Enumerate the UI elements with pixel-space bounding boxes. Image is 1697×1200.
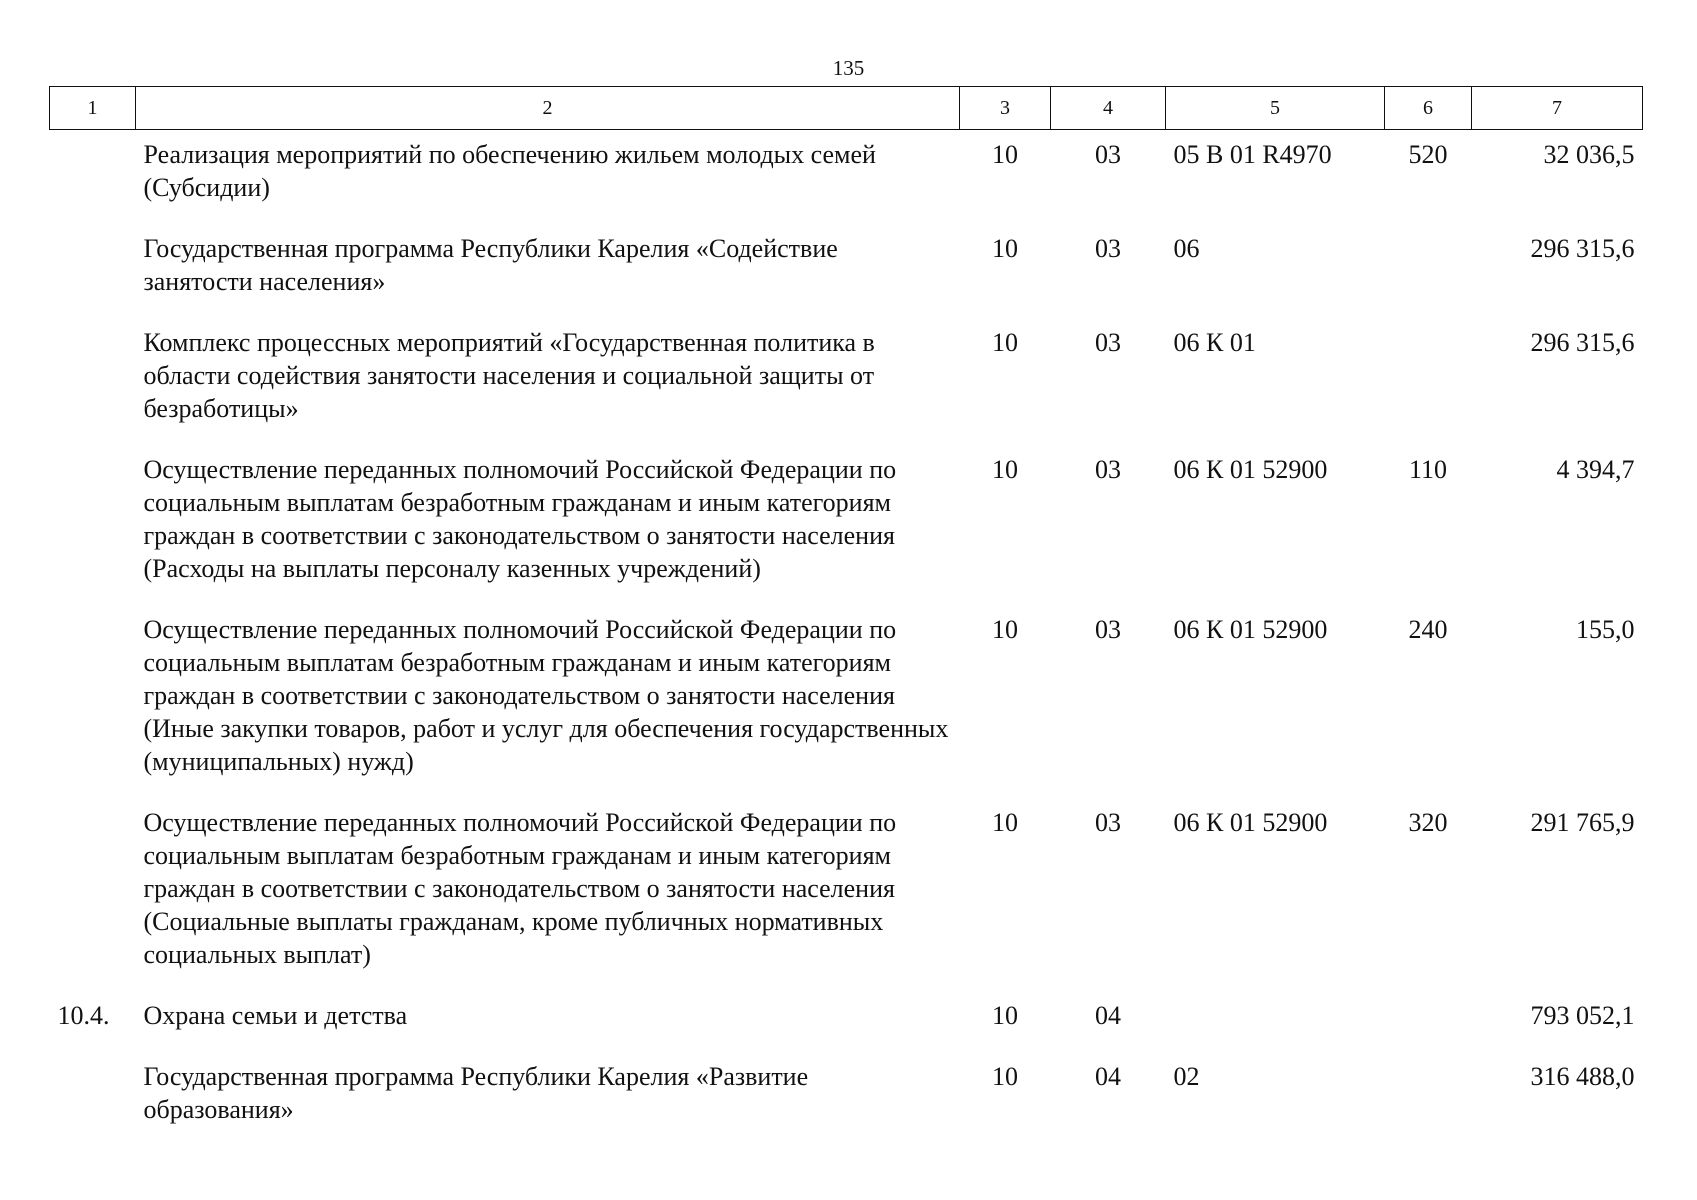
table-header — [50, 87, 1643, 130]
subsection-code: 04 — [1095, 1001, 1121, 1030]
target-article-code: 06 К 01 52900 — [1173, 455, 1328, 484]
expense-type-code: 520 — [1408, 140, 1448, 169]
subsection-code: 03 — [1095, 140, 1121, 169]
row-number — [50, 794, 136, 987]
table-row — [50, 601, 1643, 794]
amount: 155,0 — [1576, 615, 1635, 644]
expense-type-code — [1385, 987, 1472, 1048]
table-row — [50, 441, 1643, 601]
table-row — [50, 987, 1643, 1048]
amount: 296 315,6 — [1530, 328, 1635, 357]
budget-table — [49, 86, 1643, 1142]
page-number: 135 — [832, 56, 865, 80]
expense-type-code: 110 — [1408, 455, 1448, 484]
subsection-code: 04 — [1095, 1062, 1121, 1091]
column-header-6: 6 — [1385, 87, 1472, 130]
column-header-1: 1 — [50, 87, 136, 130]
column-header-3: 3 — [960, 87, 1051, 130]
section-code: 10 — [992, 1001, 1018, 1030]
row-number — [50, 314, 136, 441]
target-article-code: 02 — [1173, 1062, 1200, 1091]
section-code: 10 — [992, 615, 1018, 644]
expense-name: Охрана семьи и детства — [143, 1001, 408, 1030]
row-number: 10.4. — [57, 1001, 110, 1030]
expense-type-code — [1385, 314, 1472, 441]
table-body — [50, 130, 1643, 1143]
expense-name: Государственная программа Республики Карелия «Развитие образования» — [143, 1062, 809, 1124]
expense-name: Государственная программа Республики Карелия «Содействие занятости населения» — [143, 234, 838, 296]
row-number — [50, 441, 136, 601]
column-header-7: 7 — [1472, 87, 1643, 130]
amount: 291 765,9 — [1530, 808, 1635, 837]
expense-name: Реализация мероприятий по обеспечению жильем молодых семей (Субсидии) — [143, 140, 876, 202]
expense-name: Комплекс процессных мероприятий «Государственная политика в области содействия занятости населения и социальной защиты от безработицы» — [143, 328, 875, 423]
table-row — [50, 314, 1643, 441]
amount: 793 052,1 — [1530, 1001, 1635, 1030]
section-code: 10 — [992, 1062, 1018, 1091]
expense-name: Осуществление переданных полномочий Российской Федерации по социальным выплатам безработным гражданам и иным категориям граждан в соответствии с законодательством о занятости населения (Расходы на выплаты персоналу казенных учреждений) — [143, 455, 897, 583]
expense-name: Осуществление переданных полномочий Российской Федерации по социальным выплатам безработным гражданам и иным категориям граждан в соответствии с законодательством о занятости населения (Социальные выплаты гражданам, кроме публичных нормативных социальных выплат) — [143, 808, 897, 969]
subsection-code: 03 — [1095, 234, 1121, 263]
target-article-code: 06 К 01 — [1173, 328, 1256, 357]
subsection-code: 03 — [1095, 615, 1121, 644]
amount: 4 394,7 — [1556, 455, 1635, 484]
subsection-code: 03 — [1095, 328, 1121, 357]
amount: 32 036,5 — [1543, 140, 1635, 169]
row-number — [50, 1048, 136, 1142]
row-number — [50, 130, 136, 221]
section-code: 10 — [992, 140, 1018, 169]
expense-type-code: 320 — [1408, 808, 1448, 837]
target-article-code: 06 — [1173, 234, 1200, 263]
section-code: 10 — [992, 328, 1018, 357]
target-article-code: 05 В 01 R4970 — [1173, 140, 1332, 169]
section-code: 10 — [992, 234, 1018, 263]
target-article-code: 06 К 01 52900 — [1173, 615, 1328, 644]
table-row — [50, 130, 1643, 221]
expense-name: Осуществление переданных полномочий Российской Федерации по социальным выплатам безработным гражданам и иным категориям граждан в соответствии с законодательством о занятости населения (Иные закупки товаров, работ и услуг для обеспечения государственных (муниципальных) нужд) — [143, 615, 949, 776]
column-header-4: 4 — [1051, 87, 1166, 130]
section-code: 10 — [992, 808, 1018, 837]
subsection-code: 03 — [1095, 808, 1121, 837]
column-header-5: 5 — [1166, 87, 1385, 130]
target-article-code — [1166, 987, 1385, 1048]
row-number — [50, 601, 136, 794]
expense-type-code: 240 — [1408, 615, 1448, 644]
row-number — [50, 220, 136, 314]
target-article-code: 06 К 01 52900 — [1173, 808, 1328, 837]
expense-type-code — [1385, 1048, 1472, 1142]
amount: 296 315,6 — [1530, 234, 1635, 263]
column-header-2: 2 — [136, 87, 960, 130]
section-code: 10 — [992, 455, 1018, 484]
amount: 316 488,0 — [1530, 1062, 1635, 1091]
table-row — [50, 1048, 1643, 1142]
table-row — [50, 220, 1643, 314]
table-row — [50, 794, 1643, 987]
expense-type-code — [1385, 220, 1472, 314]
column-numbers-row — [50, 87, 1643, 130]
subsection-code: 03 — [1095, 455, 1121, 484]
